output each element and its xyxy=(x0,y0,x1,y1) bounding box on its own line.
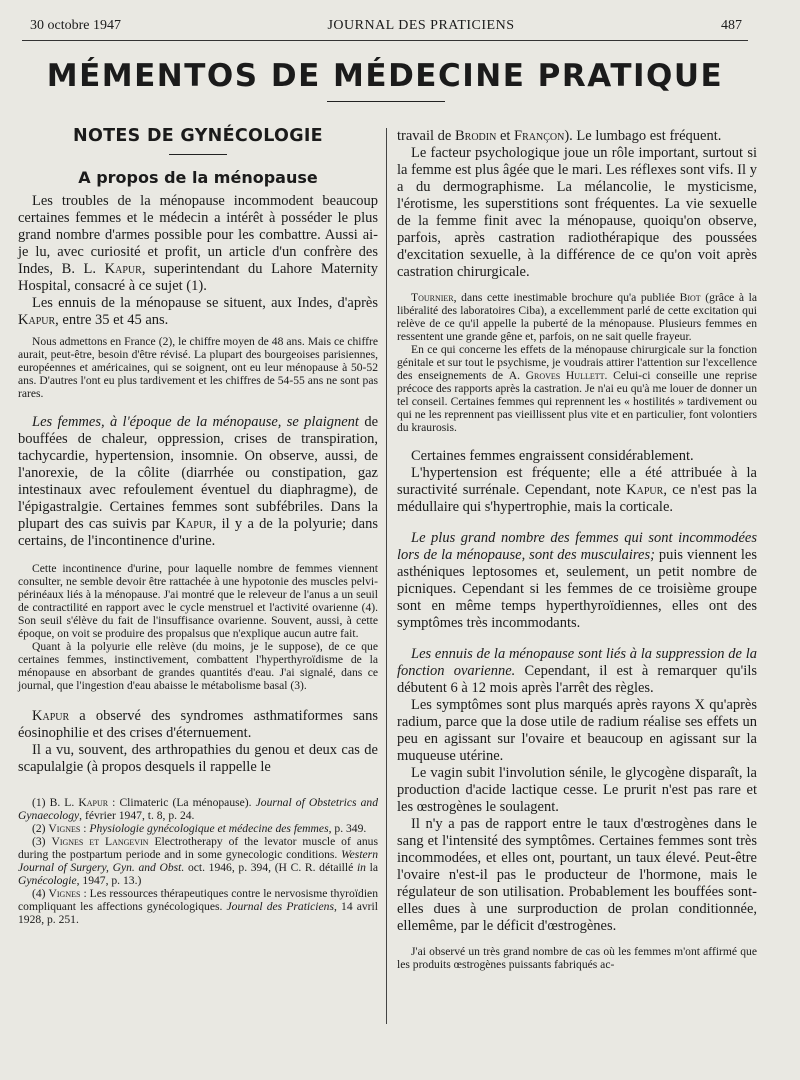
header-rule xyxy=(22,40,748,41)
journal-name: JOURNAL DES PRATICIENS xyxy=(327,18,515,33)
left-column xyxy=(18,122,378,926)
author-name: Kapur xyxy=(32,708,70,724)
note-paragraph: Tournier, dans cette inestimable brochure qu'a publiée Biot (grâce à la libéralité des laboratoires Ciba), a excellemment parlé de cette excitation qui relève de ce qu'il appelle la puberté de la ménopause. Plusieurs femmes en ressentent une grande gêne et, parfois, on ne sait quelle frayeur. xyxy=(397,291,757,343)
paragraph: Il n'y a pas de rapport entre le taux d'œstrogènes dans le sang et l'intensité des symptômes. Certaines femmes sont très incommodées, et elles ont, pourtant, un taux élevé. Peut-être l'ovaire n'est-il pas le producteur de l'hormone, mais le régulateur de son utilisation. Probablement les bouffées sont-elles dues à une surproduction de prolan conditionnée, ellemême, par le déficit d'œstrogènes. xyxy=(397,816,757,934)
running-header xyxy=(30,18,742,34)
paragraph: Les symptômes sont plus marqués après rayons X qu'après radium, parce que la dose utile de radium réalise ses effets un peu en agissant sur l'ovaire et beaucoup en agissant sur la muqueuse utérine. xyxy=(397,697,757,764)
footnote: (2) Vignes : Physiologie gynécologique et médecine des femmes, p. 349. xyxy=(32,822,367,835)
article-subtitle: A propos de la ménopause xyxy=(78,168,318,187)
paragraph: Certaines femmes engraissent considérablement. xyxy=(411,448,694,464)
paragraph: Le vagin subit l'involution sénile, le glycogène disparaît, la production d'acide lactique cesse. Le prurit n'est pas rare et les œstrogènes le soulagent. xyxy=(397,765,757,815)
note-paragraph: J'ai observé un très grand nombre de cas où les femmes m'ont affirmé que les produits œstrogènes puissants fabriqués ac- xyxy=(397,945,757,971)
section-title: NOTES DE GYNÉCOLOGIE xyxy=(73,126,323,146)
page-title: MÉMENTOS DE MÉDECINE PRATIQUE xyxy=(46,58,724,94)
right-column xyxy=(397,128,757,971)
note-paragraph: Cette incontinence d'urine, pour laquelle nombre de femmes viennent consulter, ne semble devoir être rattachée à une hypotonie des muscles pelvi-périnéaux liés à la ménopause. J'ai montré que le releveur de l'anus a un seuil de contractilité en rapport avec le cycle menstruel et l'activité ovarienne (4). Son seuil s'élève du fait de l'insuffisance ovarienne. Souvent, aussi, à cette époque, on voit se produire des propalsus que n'explique aucun autre fait. xyxy=(18,562,378,640)
paragraph: travail de Brodin et Françon). Le lumbago est fréquent. xyxy=(397,128,722,144)
author-name: Kapur xyxy=(18,312,56,328)
paragraph: L'hypertension est fréquente; elle a été attribuée à la suractivité surrénale. Cependant, note Kapur, ce n'est pas la médullaire qui s'hypertrophie, mais la corticale. xyxy=(397,465,757,515)
footnote: (3) Vignes et Langevin Electrotherapy of the levator muscle of anus during the postpartum periode and in some gynecologic conditions. Western Journal of Surgery, Gyn. and Obst. oct. 1946, p. 394, (H C. R. détaillé in la Gynécologie, 1947, p. 13.) xyxy=(18,835,378,887)
note-paragraph: Nous admettons en France (2), le chiffre moyen de 48 ans. Mais ce chiffre aurait, peut-être, besoin d'être révisé. La plupart des bourgeoises parisiennes, européennes et américaines, qui se soignent, ont eu leur ménopause à 50-52 ans. D'autres l'ont eu plus tardivement et les chiffres de 54-55 ans ne sont pas rares. xyxy=(18,335,378,400)
paragraph: Le plus grand nombre des femmes qui sont incommodées lors de la ménopause, sont des musculaires; puis viennent les asthéniques leptosomes et, seulement, un petit nombre de picniques. Cependant si les femmes de ce troisième groupe sont en même temps hyperthyroïdiennes, elles ont des symptômes très incommodants. xyxy=(397,530,757,631)
paragraph: Les troubles de la ménopause incommodent beaucoup certaines femmes et le médecin a intérêt à posséder le plus grand nombre d'armes possible pour les combattre. Aussi ai-je lu, avec curiosité et profit, un article d'un confrère des Indes, B. L. Kapur, superintendant du Lahore Maternity Hospital, consacré à ce sujet (1). xyxy=(18,193,378,294)
title-rule xyxy=(327,101,445,102)
paragraph: Kapur a observé des syndromes asthmatiformes sans éosinophilie et des crises d'éternuement. xyxy=(18,708,378,741)
column-divider xyxy=(386,128,387,1024)
note-paragraph: En ce qui concerne les effets de la ménopause chirurgicale sur la fonction génitale et sur tout le psychisme, je voudrais attirer l'attention sur l'excellence des enseignements de A. Groves Hullett. Celui-ci conseille une reprise précoce des rapports après la castration. Je n'ai eu qu'à me louer de donner un tel conseil. Certaines femmes qui reprennent les « hostilités » tardivement ou qui ne les reprennent pas vieillissent plus vite et en particulier, font volontiers du kraurosis. xyxy=(397,343,757,434)
author-name: Kapur xyxy=(104,261,142,277)
section-rule xyxy=(169,154,227,155)
author-name: Kapur xyxy=(626,482,664,498)
paragraph: Les ennuis de la ménopause sont liés à la suppression de la fonction ovarienne. Cependant, il est à remarquer qu'ils débutent 6 à 12 mois après l'arrêt des règles. xyxy=(397,646,757,696)
footnote: (1) B. L. Kapur : Climateric (La ménopause). Journal of Obstetrics and Gynaecology, février 1947, t. 8, p. 24. xyxy=(18,796,378,822)
page-number: 487 xyxy=(720,18,742,33)
author-name: Kapur xyxy=(78,796,109,809)
issue-date: 30 octobre 1947 xyxy=(30,18,121,33)
author-name: Kapur xyxy=(175,516,213,532)
note-paragraph: Quant à la polyurie elle relève (du moins, je le suppose), de ce que certaines femmes, instinctivement, combattent l'hyperthyroïdisme de la ménopause en absorbant de grandes quantités d'eau. J'ai signalé, dans ce journal, que l'ingestion d'eau abaisse le métabolisme basal (3). xyxy=(18,640,378,692)
paragraph: Les ennuis de la ménopause se situent, aux Indes, d'après Kapur, entre 35 et 45 ans. xyxy=(18,295,378,328)
footnote: (4) Vignes : Les ressources thérapeutiques contre le nervosisme thyroïdien compliquant les affections gynécologiques. Journal des Praticiens, 14 avril 1928, p. 251. xyxy=(18,887,378,926)
paragraph: Il a vu, souvent, des arthropathies du genou et deux cas de scapulalgie (à propos desquels il rappelle le xyxy=(18,742,378,775)
paragraph: Les femmes, à l'époque de la ménopause, se plaignent de bouffées de chaleur, oppression, crises de transpiration, tachycardie, hypertension, insomnie. On observe, aussi, de l'anorexie, de la côlite (diarrhée ou constipation, gaz intestinaux avec refoulement éventuel du diaphragme), de l'épigastralgie. Certaines femmes sont subfébriles. Dans la plupart des cas suivis par Kapur, il y a de la polyurie; dans certains, de l'incontinence d'urine. xyxy=(18,414,379,549)
paragraph: Le facteur psychologique joue un rôle important, surtout si la femme est plus âgée que le mari. Les réflexes sont vifs. Il y a du dermographisme. La mélancolie, le mysticisme, l'érotisme, les superstitions sont fréquentes. La vie sexuelle de la femme finit avec la ménopause, quoiqu'on observe, parfois, après castration radiothérapique des poussées d'excitation sexuelle, à la différence de ce qu'on voit après castration chirurgicale. xyxy=(397,145,757,280)
